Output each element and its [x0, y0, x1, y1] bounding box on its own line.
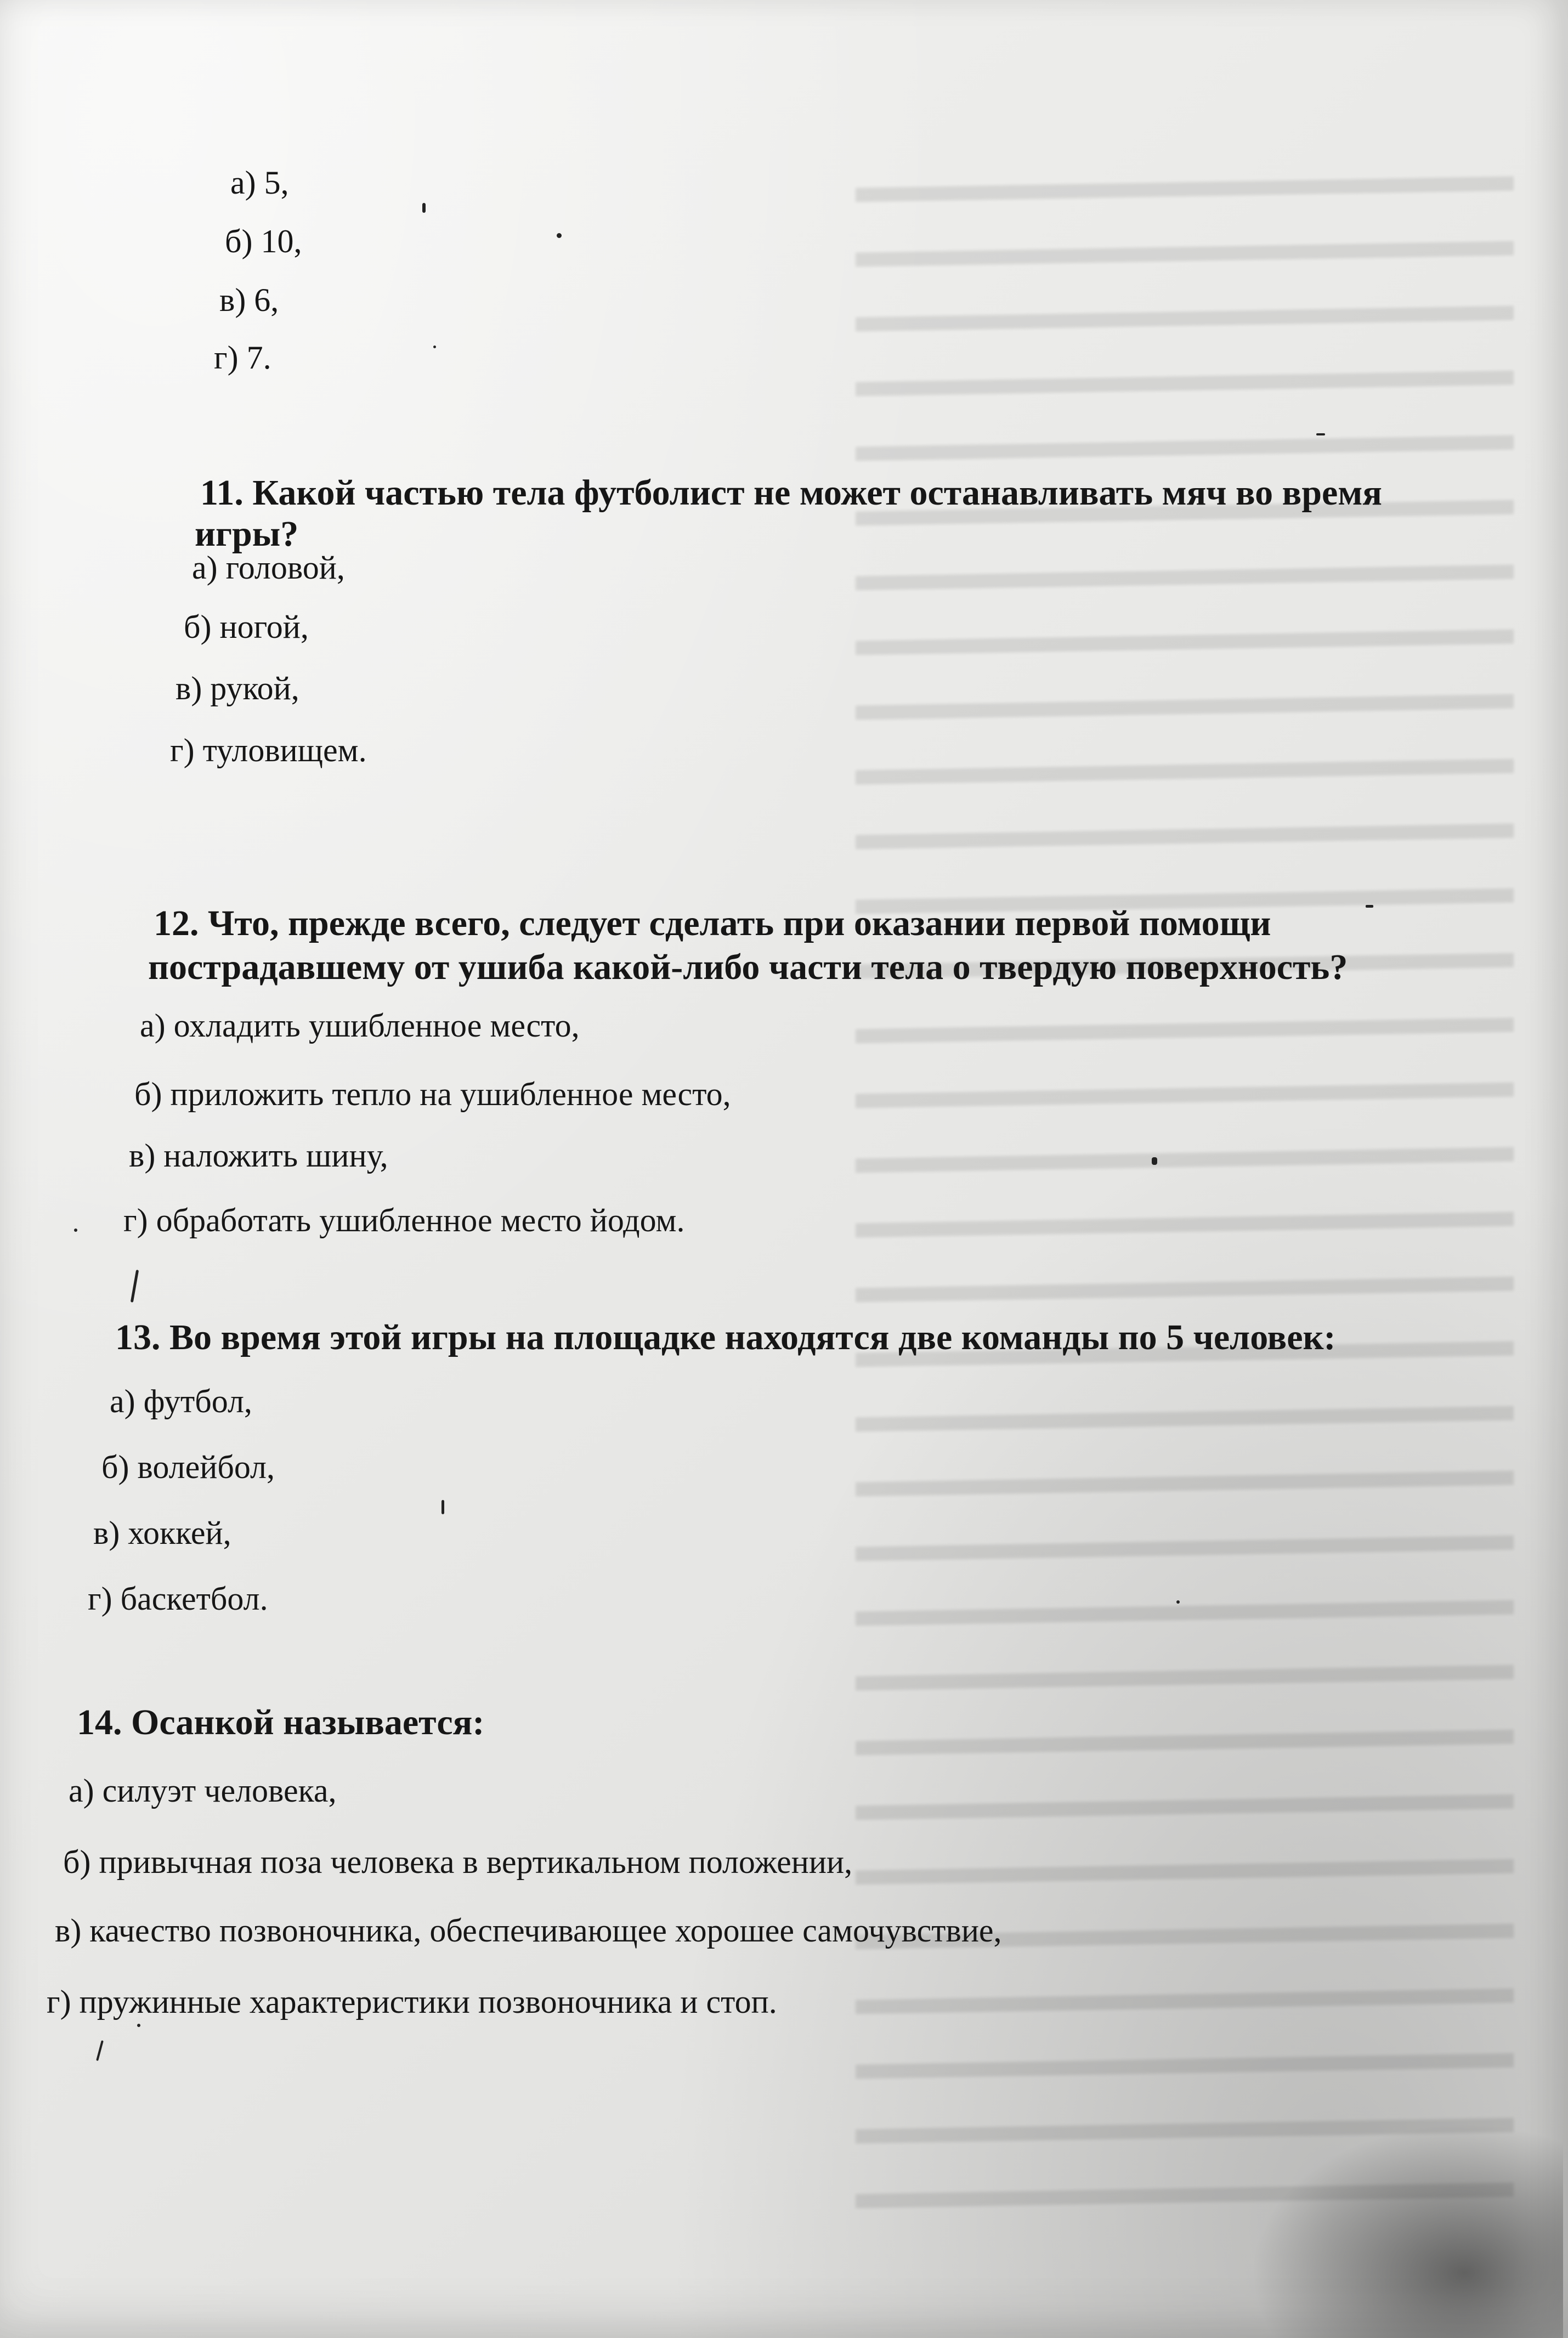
question-13-answer-b: б) волейбол, [101, 1449, 275, 1485]
question-14-answer-b: б) привычная поза человека в вертикальном положении, [63, 1844, 853, 1880]
paper-speck [96, 2040, 104, 2061]
question-11-answer-b: б) ногой, [184, 609, 309, 645]
question-12-answer-a: а) охладить ушибленное место, [140, 1007, 580, 1044]
paper-speck [557, 233, 562, 238]
question-14-title: 14. Осанкой называется: [77, 1702, 485, 1742]
question-11-title-line1: 11. Какой частью тела футболист не может останавливать мяч во время [200, 473, 1382, 513]
question-13-answer-d: г) баскетбол. [88, 1581, 268, 1617]
paper-speck [1316, 433, 1325, 435]
question-13-answer-c: в) хоккей, [93, 1515, 231, 1551]
question-12-answer-d: г) обработать ушибленное место йодом. [123, 1202, 685, 1238]
bleed-through-text [856, 126, 1514, 2222]
paper-speck [1366, 905, 1373, 908]
question-11-answer-d: г) туловищем. [170, 732, 367, 768]
question-12-title-line1: 12. Что, прежде всего, следует сделать при оказании первой помощи [154, 903, 1271, 943]
paper-speck [1152, 1157, 1157, 1165]
question-11-answer-c: в) рукой, [176, 670, 299, 706]
prev-answer-d: г) 7. [214, 339, 271, 376]
prev-answer-c: в) 6, [219, 282, 279, 318]
shadow-corner [1234, 2111, 1563, 2338]
paper-speck [1176, 1600, 1180, 1604]
question-14-answer-c: в) качество позвоночника, обеспечивающее хорошее самочувствие, [55, 1912, 1002, 1949]
prev-answer-b: б) 10, [225, 223, 302, 259]
paper-speck [441, 1500, 444, 1514]
prev-answer-a: а) 5, [230, 165, 289, 201]
question-11-answer-a: а) головой, [192, 550, 345, 586]
question-11-title-line2: игры? [195, 514, 299, 554]
question-13-title: 13. Во время этой игры на площадке находятся две команды по 5 человек: [115, 1317, 1336, 1357]
paper-speck [422, 203, 426, 213]
paper-speck [74, 1229, 77, 1232]
paper-speck [433, 346, 436, 348]
question-14-answer-a: а) силуэт человека, [69, 1773, 337, 1809]
question-12-title-line2: пострадавшему от ушиба какой-либо части тела о твердую поверхность? [148, 947, 1348, 987]
paper-speck [131, 1270, 139, 1303]
question-13-answer-a: а) футбол, [110, 1383, 252, 1419]
question-12-answer-b: б) приложить тепло на ушибленное место, [134, 1076, 731, 1112]
paper-speck [137, 2024, 140, 2027]
question-12-answer-c: в) наложить шину, [129, 1137, 388, 1174]
question-14-answer-d: г) пружинные характеристики позвоночника и стоп. [47, 1984, 777, 2020]
